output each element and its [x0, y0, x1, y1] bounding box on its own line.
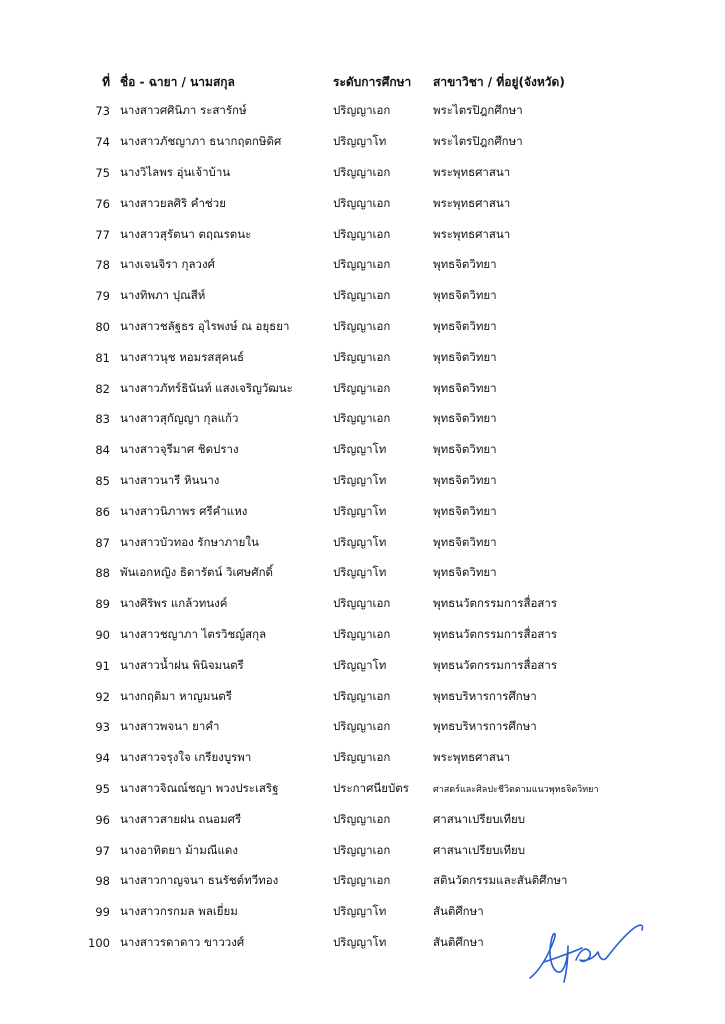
education-level: ปริญญาโท: [333, 503, 387, 518]
person-name: นางสาวรดาดาว ขาววงศ์: [120, 934, 245, 949]
education-level: ปริญญาเอก: [333, 811, 391, 826]
education-level: ปริญญาเอก: [333, 349, 391, 364]
table-row: [78, 804, 668, 835]
row-number: 93: [95, 720, 110, 735]
person-name: นางสาวกรกมล พลเยี่ยม: [120, 904, 238, 919]
row-number: 77: [95, 227, 110, 242]
person-name: นางสาวภัทร์ธินันท์ แสงเจริญวัฒนะ: [120, 380, 293, 395]
education-level: ปริญญาโท: [333, 472, 387, 487]
header-field-of-study: สาขาวิชา / ที่อยู่(จังหวัด): [433, 74, 565, 89]
field-of-study: พุทธบริหารการศึกษา: [433, 688, 537, 703]
field-of-study: สันติศึกษา: [433, 904, 484, 919]
row-number: 96: [95, 812, 110, 827]
education-level: ปริญญาเอก: [333, 750, 391, 765]
person-name: นางสาวกาญจนา ธนรัชต์ทวีทอง: [120, 873, 279, 888]
table-row: [78, 312, 668, 343]
field-of-study: พุทธนวัตกรรมการสื่อสาร: [433, 596, 558, 611]
field-of-study: ศาสนาเปรียบเทียบ: [433, 842, 526, 857]
row-number: 99: [95, 905, 110, 920]
person-name: นางสาวน้ำฝน พินิจมนตรี: [120, 657, 244, 672]
field-of-study: พระพุทธศาสนา: [433, 226, 511, 241]
education-level: ปริญญาเอก: [333, 842, 391, 857]
education-level: ปริญญาเอก: [333, 411, 391, 426]
person-name: นางเจนจิรา กุลวงศ์: [120, 257, 215, 272]
field-of-study: พุทธนวัตกรรมการสื่อสาร: [433, 657, 558, 672]
education-level: ปริญญาโท: [333, 934, 387, 949]
field-of-study: พุทธจิตวิทยา: [433, 411, 497, 426]
row-number: 91: [95, 658, 110, 673]
table-row: [78, 558, 668, 589]
education-level: ปริญญาเอก: [333, 318, 391, 333]
field-of-study: ศาสนาเปรียบเทียบ: [433, 811, 526, 826]
field-of-study: พุทธจิตวิทยา: [433, 534, 497, 549]
row-number: 92: [95, 689, 110, 704]
roster-body: [78, 96, 668, 958]
field-of-study: สันติศึกษา: [433, 934, 484, 949]
person-name: นางสาวนุช หอมรสสุคนธ์: [120, 349, 245, 364]
table-row: [78, 158, 668, 189]
handwritten-signature: [524, 912, 650, 986]
person-name: นางสาวจรุงใจ เกรียงบูรพา: [120, 750, 252, 765]
header-education-level: ระดับการศึกษา: [333, 74, 412, 89]
person-name: นางกฤติมา หาญมนตรี: [120, 688, 232, 703]
table-row: [78, 743, 668, 774]
person-name: นางสาวบัวทอง รักษาภายใน: [120, 534, 259, 549]
row-number: 84: [95, 443, 110, 458]
table-row: [78, 835, 668, 866]
field-of-study: พระพุทธศาสนา: [433, 750, 511, 765]
education-level: ปริญญาเอก: [333, 380, 391, 395]
table-row: [78, 127, 668, 158]
field-of-study: พุทธจิตวิทยา: [433, 257, 497, 272]
row-number: 78: [95, 258, 110, 273]
education-level: ปริญญาโท: [333, 442, 387, 457]
row-number: 90: [95, 627, 110, 642]
row-number: 81: [95, 350, 110, 365]
field-of-study: สตินวัตกรรมและสันติศึกษา: [433, 873, 568, 888]
table-row: [78, 466, 668, 497]
education-level: ปริญญาเอก: [333, 688, 391, 703]
header-row: [78, 68, 668, 96]
education-level: ปริญญาโท: [333, 565, 387, 580]
field-of-study: พระพุทธศาสนา: [433, 164, 511, 179]
education-level: ปริญญาเอก: [333, 596, 391, 611]
field-of-study: พุทธจิตวิทยา: [433, 565, 497, 580]
field-of-study: พุทธบริหารการศึกษา: [433, 719, 537, 734]
table-row: [78, 188, 668, 219]
field-of-study: พระพุทธศาสนา: [433, 195, 511, 210]
row-number: 95: [95, 781, 110, 796]
row-number: 94: [95, 751, 110, 766]
table-row: [78, 527, 668, 558]
row-number: 89: [95, 597, 110, 612]
person-name: นางสาวนารี หินนาง: [120, 472, 220, 487]
education-level: ปริญญาเอก: [333, 288, 391, 303]
row-number: 97: [95, 843, 110, 858]
row-number: 86: [95, 504, 110, 519]
person-name: นางสาวชลัฐธร อุไรพงษ์ ณ อยุธยา: [120, 318, 290, 333]
education-level: ปริญญาโท: [333, 534, 387, 549]
table-row: [78, 650, 668, 681]
field-of-study: พุทธจิตวิทยา: [433, 380, 497, 395]
table-row: [78, 219, 668, 250]
row-number: 82: [95, 381, 110, 396]
row-number: 83: [95, 412, 110, 427]
table-row: [78, 866, 668, 897]
person-name: นางสาวจุรีมาศ ชิดปราง: [120, 442, 239, 457]
table-row: [78, 250, 668, 281]
row-number: 87: [95, 535, 110, 550]
field-of-study: พระไตรปิฎกศึกษา: [433, 134, 523, 149]
person-name: นางศิริพร แกล้วทนงค์: [120, 596, 228, 611]
row-number: 80: [95, 319, 110, 334]
education-level: ปริญญาโท: [333, 134, 387, 149]
header-name: ชื่อ - ฉายา / นามสกุล: [120, 74, 235, 89]
roster-header: [78, 68, 668, 96]
table-row: [78, 774, 668, 805]
person-name: นางสาวภัชญาภา ธนากฤตกษิดิศ: [120, 134, 282, 149]
education-level: ปริญญาเอก: [333, 226, 391, 241]
table-row: [78, 620, 668, 651]
row-number: 74: [95, 135, 110, 150]
education-level: ปริญญาเอก: [333, 873, 391, 888]
header-number: ที่: [102, 74, 110, 89]
person-name: นางสาวชญาภา ไตรวิชญ์สกุล: [120, 626, 267, 641]
row-number: 76: [95, 196, 110, 211]
person-name: นางสาวยลศิริ คำช่วย: [120, 195, 226, 210]
person-name: นางอาทิตยา ม้ามณีแดง: [120, 842, 238, 857]
field-of-study: พุทธจิตวิทยา: [433, 318, 497, 333]
education-level: ปริญญาเอก: [333, 257, 391, 272]
field-of-study: พุทธจิตวิทยา: [433, 288, 497, 303]
table-row: [78, 712, 668, 743]
education-level: ปริญญาโท: [333, 657, 387, 672]
education-level: ประกาศนียบัตร: [333, 780, 409, 795]
person-name: นางวิไลพร อุ่นเจ้าบ้าน: [120, 164, 231, 179]
person-name: นางสาวจิณณ์ชญา พวงประเสริฐ: [120, 780, 279, 795]
table-row: [78, 373, 668, 404]
person-name: นางสาวสายฝน ถนอมศรี: [120, 811, 242, 826]
person-name: พันเอกหญิง ธิดารัตน์ วิเศษศักดิ์: [120, 565, 273, 580]
field-of-study: พระไตรปิฎกศึกษา: [433, 103, 523, 118]
field-of-study: ศาสตร์และศิลปะชีวิตตามแนวพุทธจิตวิทยา: [433, 784, 599, 795]
field-of-study: พุทธจิตวิทยา: [433, 442, 497, 457]
roster-table: [78, 68, 668, 958]
table-row: [78, 681, 668, 712]
field-of-study: พุทธจิตวิทยา: [433, 349, 497, 364]
person-name: นางทิพภา ปุณสีห์: [120, 288, 206, 303]
field-of-study: พุทธจิตวิทยา: [433, 503, 497, 518]
table-row: [78, 342, 668, 373]
person-name: นางสาวนิภาพร ศรีคำแหง: [120, 503, 248, 518]
table-row: [78, 96, 668, 127]
education-level: ปริญญาเอก: [333, 626, 391, 641]
row-number: 88: [95, 566, 110, 581]
education-level: ปริญญาเอก: [333, 164, 391, 179]
person-name: นางสาวศศินิภา ระสารักษ์: [120, 103, 247, 118]
row-number: 98: [95, 874, 110, 889]
field-of-study: พุทธนวัตกรรมการสื่อสาร: [433, 626, 558, 641]
field-of-study: พุทธจิตวิทยา: [433, 472, 497, 487]
row-number: 75: [95, 165, 110, 180]
table-row: [78, 435, 668, 466]
table-row: [78, 589, 668, 620]
education-level: ปริญญาโท: [333, 904, 387, 919]
person-name: นางสาวสุรัตนา ตฤณรตนะ: [120, 226, 252, 241]
person-name: นางสาวสุกัญญา กุลแก้ว: [120, 411, 239, 426]
education-level: ปริญญาเอก: [333, 195, 391, 210]
table-row: [78, 496, 668, 527]
education-level: ปริญญาเอก: [333, 719, 391, 734]
person-name: นางสาวพจนา ยาคำ: [120, 719, 220, 734]
row-number: 85: [95, 473, 110, 488]
row-number: 73: [95, 104, 110, 119]
table-row: [78, 404, 668, 435]
education-level: ปริญญาเอก: [333, 103, 391, 118]
table-row: [78, 281, 668, 312]
row-number: 100: [88, 935, 110, 950]
row-number: 79: [95, 289, 110, 304]
